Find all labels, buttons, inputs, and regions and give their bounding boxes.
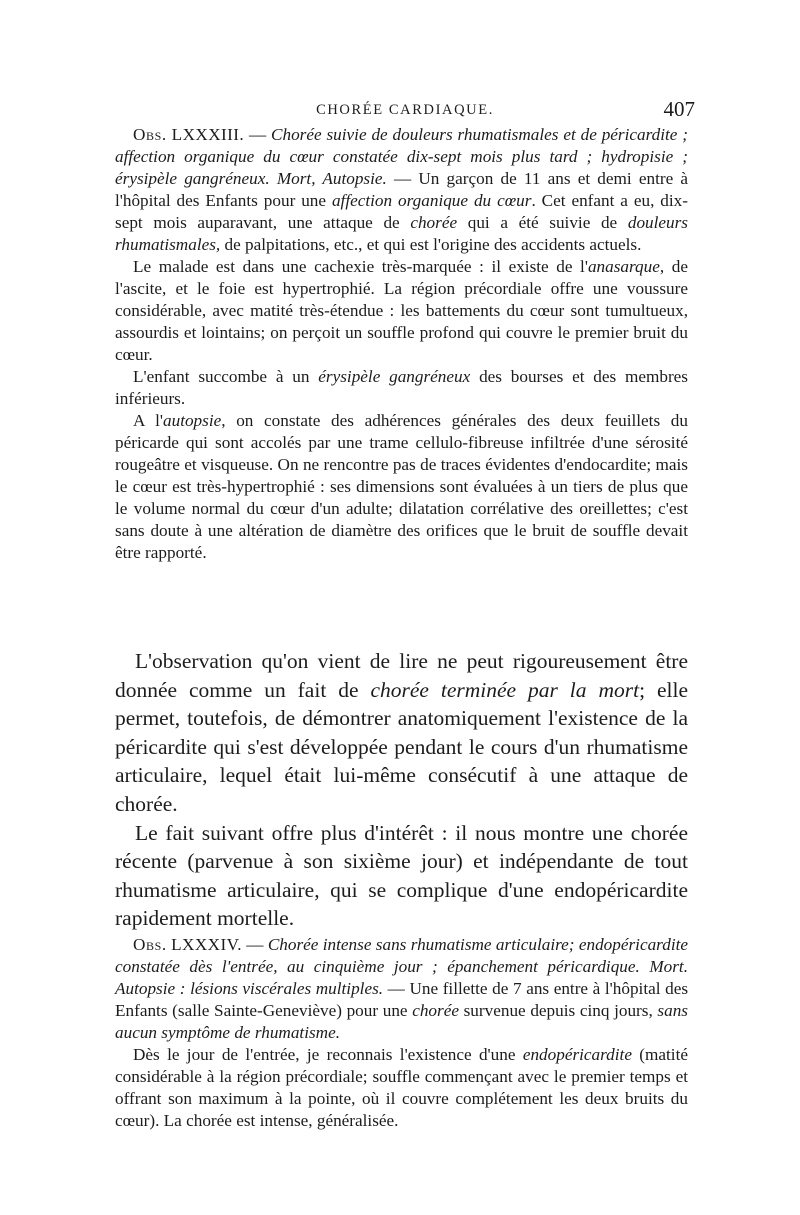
obs83-dash: —: [244, 125, 272, 144]
obs83-emphasis: érysipèle gangréneux: [318, 367, 471, 386]
obs84-number: LXXXIV.: [171, 935, 242, 954]
obs83-label: Obs.: [133, 125, 167, 144]
obs84-text: survenue depuis cinq jours,: [458, 1001, 658, 1020]
obs84-paragraph-2: [115, 1044, 688, 1132]
commentary-text: L'observation qu'on vient de lire ne peut rigoureusement être donnée comme un fait de: [115, 649, 688, 702]
obs84-paragraph-1: [115, 934, 688, 1044]
obs84-text: (matité considérable à la région précordiale; souffle commençant avec le premier temps et offrant son maximum à la pointe, où il couvre complétement les deux bruits du cœur). La chorée est intense, généralisée.: [115, 1045, 688, 1130]
obs83-paragraph-3: [115, 366, 688, 410]
obs83-emphasis: anasarque: [587, 257, 660, 276]
obs83-paragraph-2: [115, 256, 688, 366]
obs84-text: — Une fillette de 7 ans entre à l'hôpital des Enfants (salle Sainte-Geneviève) pour une: [115, 979, 689, 1020]
obs83-text: des bourses et des membres inférieurs.: [115, 367, 688, 408]
obs83-text: , on constate des adhérences générales des deux feuillets du péricarde qui sont accolés par une trame cellulo-fibreuse infiltrée d'une sérosité rougeâtre et visqueuse. On ne rencontre pas de traces évidentes d'endocardite; mais le cœur est très-hypertrophié : ses dimensions sont évaluées à un tiers de plus que le volume normal du cœur d'un adulte; dilatation corrélative des oreillettes; c'est sans doute à une altération de diamètre des orifices que le bruit de souffle devait être rapporté.: [115, 411, 688, 562]
commentary-emphasis: chorée terminée par la mort: [370, 677, 640, 702]
obs83-text: Le malade est dans une cachexie très-marquée : il existe de l': [133, 257, 588, 276]
commentary-paragraph-1: [115, 647, 688, 819]
obs84-dash: —: [241, 935, 268, 954]
obs83-text: L'enfant succombe à un: [133, 367, 319, 386]
commentary-text: ; elle permet, toutefois, de démontrer anatomiquement l'existence de la péricardite qui s'est développée pendant le cours d'un rhumatisme articulaire, lequel était lui-même consécutif à une attaque de chorée.: [115, 677, 688, 816]
page-number: 407: [663, 97, 695, 121]
obs83-text: — Un garçon de 11 ans et demi entre à l'hôpital des Enfants pour une: [115, 169, 689, 210]
obs83-number: LXXXIII.: [171, 125, 245, 144]
obs84-label: Obs.: [133, 935, 167, 954]
commentary: [115, 647, 688, 933]
obs83-emphasis: chorée: [410, 213, 458, 232]
obs84-emphasis: sans aucun symptôme de rhumatisme.: [115, 1001, 688, 1042]
obs83-emphasis: affection organique du cœur: [331, 191, 532, 210]
obs83-text: , de l'ascite, et le foie est hypertrophié. La région précordiale offre une voussure considérable, avec matité très-étendue : les battements du cœur sont tumultueux, assourdis et lointains; on perçoit un souffle profond qui couvre le premier bruit du cœur.: [115, 257, 688, 364]
obs83-paragraph-4: [115, 410, 688, 564]
running-title: CHORÉE CARDIAQUE.: [316, 102, 494, 118]
observation-83: [115, 124, 688, 564]
obs83-emphasis: autopsie: [163, 411, 222, 430]
obs83-text: qui a été suivie de: [457, 213, 628, 232]
obs83-paragraph-1: [115, 124, 688, 256]
obs83-emphasis: douleurs rhumatismales,: [115, 213, 688, 254]
obs83-text: . Cet enfant a eu, dix-sept mois auparavant, une attaque de: [115, 191, 688, 232]
obs84-text: Dès le jour de l'entrée, je reconnais l'existence d'une: [133, 1045, 523, 1064]
obs83-text: de palpitations, etc., et qui est l'origine des accidents actuels.: [220, 235, 642, 254]
obs83-text: A l': [133, 411, 163, 430]
observation-84: [115, 934, 688, 1132]
obs84-title: Chorée intense sans rhumatisme articulaire; endopéricardite constatée dès l'entrée, au cinquième jour ; épanchement péricardique. Mort. Autopsie : lésions viscérales multiples.: [115, 935, 689, 998]
commentary-paragraph-2: Le fait suivant offre plus d'intérêt : il nous montre une chorée récente (parvenue à son sixième jour) et indépendante de tout rhumatisme articulaire, qui se complique d'une endopéricardite rapidement mortelle.: [115, 820, 688, 931]
obs83-title: Chorée suivie de douleurs rhumatismales et de péricardite ; affection organique du cœur constatée dix-sept mois plus tard ; hydropisie ; érysipèle gangréneux. Mort, Autopsie.: [115, 125, 689, 188]
page-header: [115, 97, 695, 126]
obs84-emphasis: chorée: [412, 1001, 459, 1020]
obs84-emphasis: endopéricardite: [522, 1045, 632, 1064]
